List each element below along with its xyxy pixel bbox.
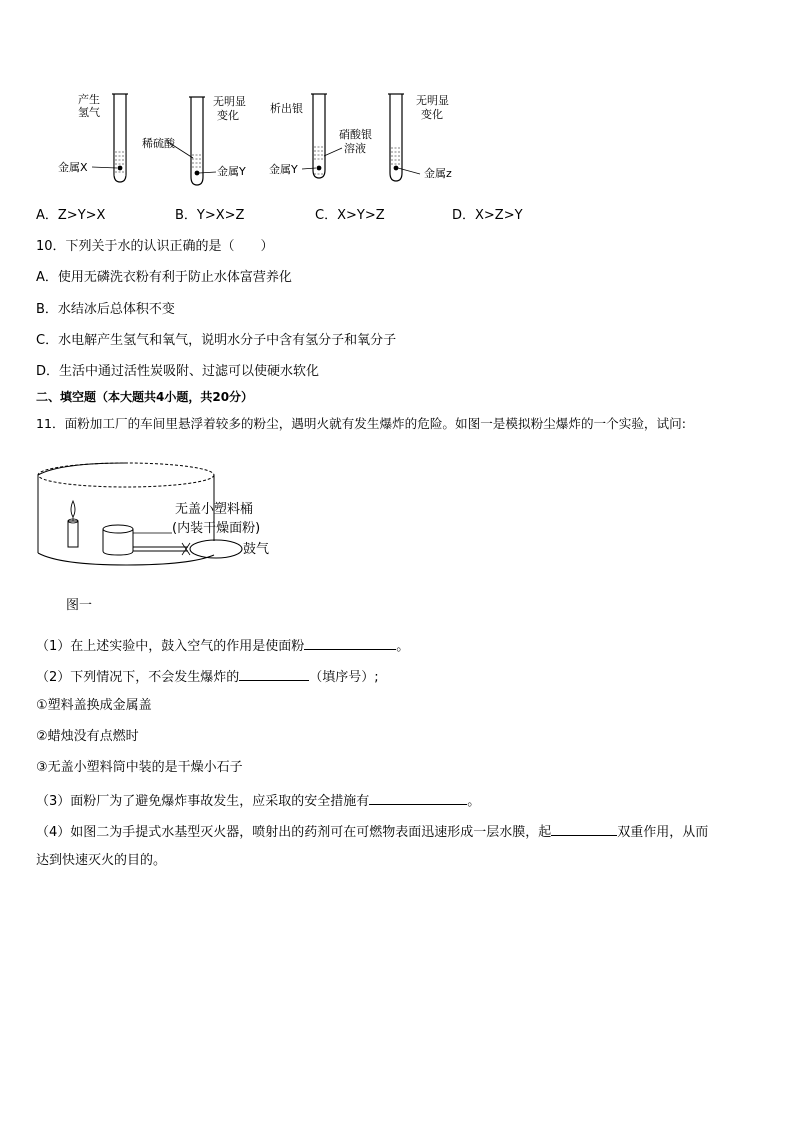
- tube3-result-label: 析出银: [270, 102, 303, 115]
- section-heading: 二、填空题（本大题共4小题，共20分）: [36, 390, 254, 404]
- tube3-metal-label: 金属Y: [269, 163, 298, 176]
- test-tube-4: [388, 94, 420, 181]
- q11-part-4-line2: 达到快速灭火的目的。: [36, 853, 167, 868]
- q11-stem: 11．面粉加工厂的车间里悬浮着较多的粉尘，遇明火就有发生爆炸的危险。如图一是模拟粉尘爆炸的一个实验，试问:: [36, 416, 686, 431]
- q9-option-c[interactable]: C．X>Y>Z: [315, 208, 385, 223]
- tube4-result-line2: 变化: [421, 108, 443, 121]
- q11-part-2: [36, 667, 379, 686]
- dust-explosion-svg: [0, 455, 320, 595]
- q11-part-1-blank[interactable]: [304, 636, 396, 650]
- q11-part-4: [36, 822, 708, 841]
- q10-option-d[interactable]: D．生活中通过活性炭吸附、过滤可以使硬水软化: [36, 364, 320, 379]
- tube1-result-line2: 氢气: [78, 106, 100, 119]
- blow-air-label: 鼓气: [243, 542, 270, 557]
- bucket-label-line1: 无盖小塑料桶: [175, 502, 254, 517]
- salt-solution-line1: 硝酸银: [339, 128, 372, 141]
- q11-part-4-text: （4）如图二为手提式水基型灭火器，喷射出的药剂可在可燃物表面迅速形成一层水膜，起: [36, 825, 552, 840]
- q9-option-b[interactable]: B．Y>X>Z: [175, 208, 245, 223]
- tube-experiment-figure: [0, 0, 794, 200]
- q11-part-4-blank[interactable]: [551, 822, 617, 836]
- q11-part-2-end: （填序号）;: [309, 670, 379, 685]
- q11-choice-2: ②蜡烛没有点燃时: [36, 729, 139, 744]
- salt-solution-line2: 溶液: [344, 142, 366, 155]
- acid-label: 稀硫酸: [142, 137, 175, 150]
- test-tube-3: [302, 94, 342, 178]
- q11-choice-1: ①塑料盖换成金属盖: [36, 698, 152, 713]
- tube-diagram-svg: [0, 0, 794, 200]
- q10-option-c[interactable]: C．水电解产生氢气和氧气，说明水分子中含有氢分子和氧分子: [36, 333, 397, 348]
- tube2-result-line1: 无明显: [213, 95, 246, 108]
- dust-explosion-figure: [0, 455, 320, 595]
- q9-option-a[interactable]: A．Z>Y>X: [36, 208, 106, 223]
- tube1-result-line1: 产生: [78, 93, 100, 106]
- q9-option-d[interactable]: D．X>Z>Y: [452, 208, 523, 223]
- bucket-label-line2: (内装干燥面粉): [172, 521, 261, 536]
- q11-part-2-text: （2）下列情况下，不会发生爆炸的: [36, 670, 240, 685]
- tube2-result-line2: 变化: [217, 109, 239, 122]
- q11-part-1: [36, 636, 409, 655]
- q10-option-b[interactable]: B．水结冰后总体积不变: [36, 302, 175, 317]
- tube2-metal-label: 金属Y: [217, 165, 246, 178]
- tube4-metal-label: 金属z: [424, 167, 452, 180]
- q11-part-3-blank[interactable]: [369, 791, 467, 805]
- q11-part-1-end: 。: [396, 639, 410, 654]
- q11-part-3: [36, 791, 480, 810]
- q10-option-a[interactable]: A．使用无磷洗衣粉有利于防止水体富营养化: [36, 270, 292, 285]
- q10-stem: 10．下列关于水的认识正确的是（ ）: [36, 239, 274, 254]
- q11-part-3-end: 。: [467, 794, 481, 809]
- figure-1-caption: 图一: [66, 598, 93, 613]
- q11-part-3-text: （3）面粉厂为了避免爆炸事故发生，应采取的安全措施有: [36, 794, 370, 809]
- q11-part-2-blank[interactable]: [239, 667, 309, 681]
- q11-part-4-end: 双重作用，从而: [617, 825, 709, 840]
- q11-choice-3: ③无盖小塑料筒中装的是干燥小石子: [36, 760, 243, 775]
- tube4-result-line1: 无明显: [416, 94, 449, 107]
- test-tube-2: [168, 97, 216, 185]
- q11-part-1-text: （1）在上述实验中，鼓入空气的作用是使面粉: [36, 639, 305, 654]
- tube1-metal-label: 金属X: [58, 161, 88, 174]
